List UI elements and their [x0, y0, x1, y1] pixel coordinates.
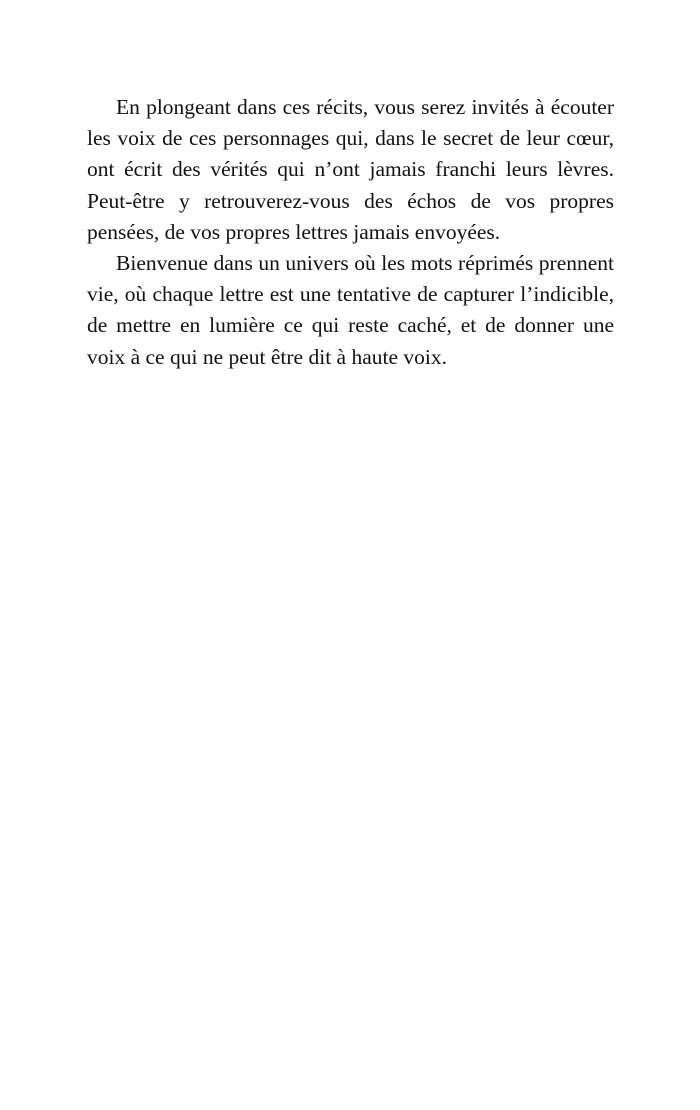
paragraph-2: Bienvenue dans un univers où les mots réprimés prennent vie, où chaque lettre est une tentative de capturer l’indicible, de mettre en lumière ce qui reste caché, et de donner une voix à ce qui ne peut être dit à haute voix.: [87, 251, 614, 369]
page-text-block: [87, 92, 614, 373]
paragraph-1: En plongeant dans ces récits, vous serez invités à écouter les voix de ces personnages qui, dans le secret de leur cœur, ont écrit des vérités qui n’ont jamais franchi leurs lèvres. Peut-être y retrouverez-vous des échos de vos propres pensées, de vos propres lettres jamais envoyées.: [87, 95, 614, 244]
